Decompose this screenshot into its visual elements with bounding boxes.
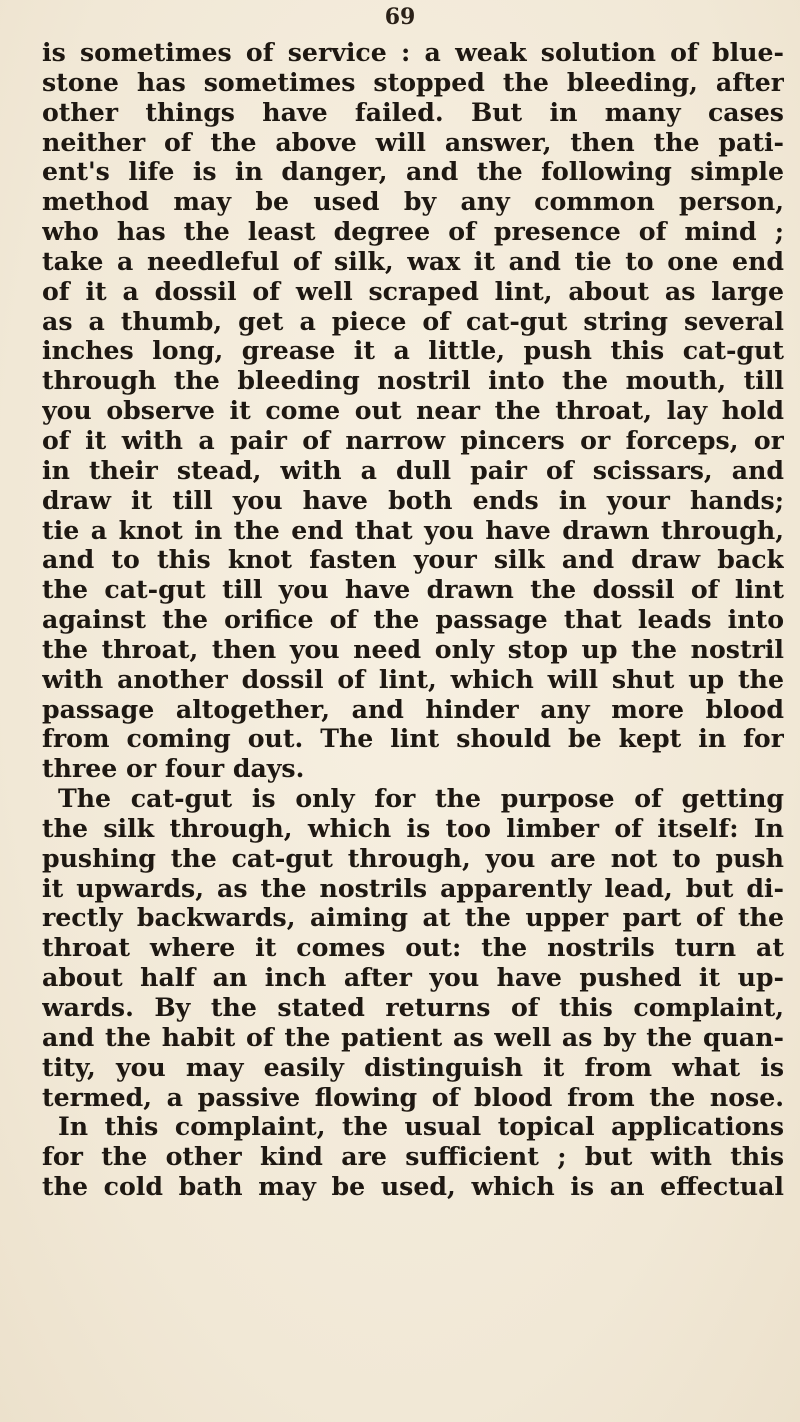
text-line: rectly backwards, aiming at the upper part of the xyxy=(42,903,784,933)
text-line: In this complaint, the usual topical applications xyxy=(58,1112,784,1142)
text-line: ent's life is in danger, and the following simple xyxy=(42,157,784,187)
text-line: The cat-gut is only for the purpose of getting xyxy=(58,784,784,814)
text-line: method may be used by any common person, xyxy=(42,187,784,217)
body-text xyxy=(42,38,784,1202)
text-line: inches long, grease it a little, push this cat-gut xyxy=(42,336,784,366)
text-line: you observe it come out near the throat, lay hold xyxy=(42,396,784,426)
text-line: three or four days. xyxy=(42,754,305,784)
text-line: for the other kind are sufficient ; but with this xyxy=(42,1142,784,1172)
text-line: from coming out. The lint should be kept in for xyxy=(42,724,784,754)
text-line: pushing the cat-gut through, you are not to push xyxy=(42,843,784,873)
text-line: who has the least degree of presence of mind ; xyxy=(42,217,784,247)
text-line: against the orifice of the passage that leads into xyxy=(42,605,784,635)
text-line: tie a knot in the end that you have drawn through, xyxy=(42,515,784,545)
text-line: draw it till you have both ends in your hands; xyxy=(42,485,784,515)
text-line: and the habit of the patient as well as by the quan- xyxy=(42,1022,784,1052)
text-line: stone has sometimes stopped the bleeding, after xyxy=(42,67,784,97)
text-line: wards. By the stated returns of this complaint, xyxy=(42,993,784,1022)
text-line: about half an inch after you have pushed it up- xyxy=(42,963,784,993)
page-number: 69 xyxy=(384,4,416,30)
text-line: other things have failed. But in many cases xyxy=(42,97,784,127)
text-line: with another dossil of lint, which will shut up the xyxy=(42,664,784,694)
text-line: it upwards, as the nostrils apparently lead, but di- xyxy=(42,873,784,903)
text-line: through the bleeding nostril into the mouth, till xyxy=(42,366,784,396)
text-line: neither of the above will answer, then the pati- xyxy=(42,127,784,157)
text-line: the cold bath may be used, which is an effectual xyxy=(42,1172,784,1202)
text-line: passage altogether, and hinder any more blood xyxy=(42,694,784,724)
text-line: throat where it comes out: the nostrils turn at xyxy=(42,933,784,963)
text-line: the cat-gut till you have drawn the dossil of lint xyxy=(42,575,784,605)
text-line: the throat, then you need only stop up the nostril xyxy=(42,634,784,664)
text-line: tity, you may easily distinguish it from what is xyxy=(42,1052,784,1082)
text-line: of it a dossil of well scraped lint, about as large xyxy=(42,276,784,306)
text-line: in their stead, with a dull pair of scissars, and xyxy=(42,455,784,485)
text-line: take a needleful of silk, wax it and tie to one end xyxy=(42,246,784,276)
text-line: termed, a passive flowing of blood from the nose. xyxy=(42,1082,784,1112)
text-line: the silk through, which is too limber of itself: In xyxy=(42,813,784,843)
text-line: of it with a pair of narrow pincers or forceps, or xyxy=(42,425,784,455)
text-line: as a thumb, get a piece of cat-gut string several xyxy=(42,306,784,336)
text-line: is sometimes of service : a weak solution of blue- xyxy=(42,38,784,67)
text-line: and to this knot fasten your silk and draw back xyxy=(42,545,784,575)
